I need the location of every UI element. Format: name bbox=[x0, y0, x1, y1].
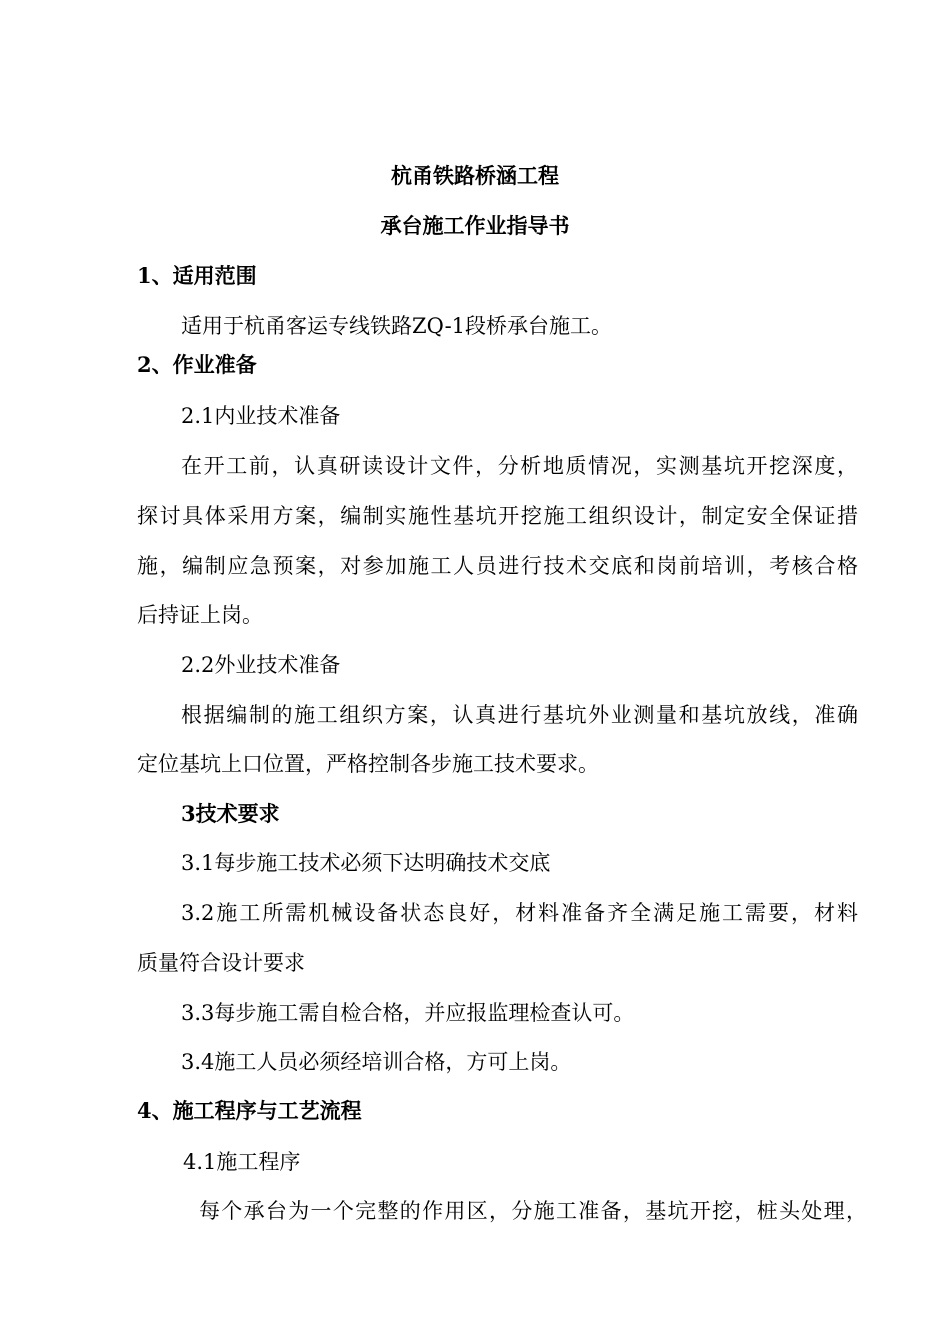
section-2-2-heading: 2.2外业技术准备 bbox=[181, 653, 341, 677]
section-4-heading: 4、施工程序与工艺流程 bbox=[137, 1098, 362, 1123]
section-3-item: 3.2施工所需机械设备状态良好，材料准备齐全满足施工需要，材料 bbox=[181, 901, 858, 925]
section-3-item: 3.1每步施工技术必须下达明确技术交底 bbox=[181, 851, 551, 875]
section-4-1-heading: 4.1施工程序 bbox=[183, 1150, 301, 1174]
section-2-1-line: 后持证上岗。 bbox=[137, 603, 263, 627]
section-3-heading: 3技术要求 bbox=[181, 801, 280, 826]
section-2-1-line: 探讨具体采用方案，编制实施性基坑开挖施工组织设计，制定安全保证措 bbox=[137, 504, 858, 528]
section-1-body: 适用于杭甬客运专线铁路ZQ-1段桥承台施工。 bbox=[181, 314, 613, 338]
section-3-item: 3.4施工人员必须经培训合格，方可上岗。 bbox=[181, 1050, 572, 1074]
section-4-1-line: 每个承台为一个完整的作用区，分施工准备，基坑开挖，桩头处理， bbox=[199, 1199, 867, 1223]
section-2-2-line: 定位基坑上口位置，严格控制各步施工技术要求。 bbox=[137, 752, 599, 776]
section-3-item: 质量符合设计要求 bbox=[137, 951, 305, 975]
section-2-1-line: 在开工前，认真研读设计文件，分析地质情况，实测基坑开挖深度， bbox=[181, 454, 858, 478]
document-title: 杭甬铁路桥涵工程 bbox=[391, 163, 559, 188]
section-3-item: 3.3每步施工需自检合格，并应报监理检查认可。 bbox=[181, 1001, 635, 1025]
section-2-1-heading: 2.1内业技术准备 bbox=[181, 404, 341, 428]
section-2-2-line: 根据编制的施工组织方案，认真进行基坑外业测量和基坑放线，准确 bbox=[181, 703, 858, 727]
section-2-heading: 2、作业准备 bbox=[137, 352, 257, 377]
document-subtitle: 承台施工作业指导书 bbox=[380, 213, 570, 238]
section-2-1-line: 施，编制应急预案，对参加施工人员进行技术交底和岗前培训，考核合格 bbox=[137, 554, 858, 578]
section-1-heading: 1、适用范围 bbox=[137, 263, 257, 288]
